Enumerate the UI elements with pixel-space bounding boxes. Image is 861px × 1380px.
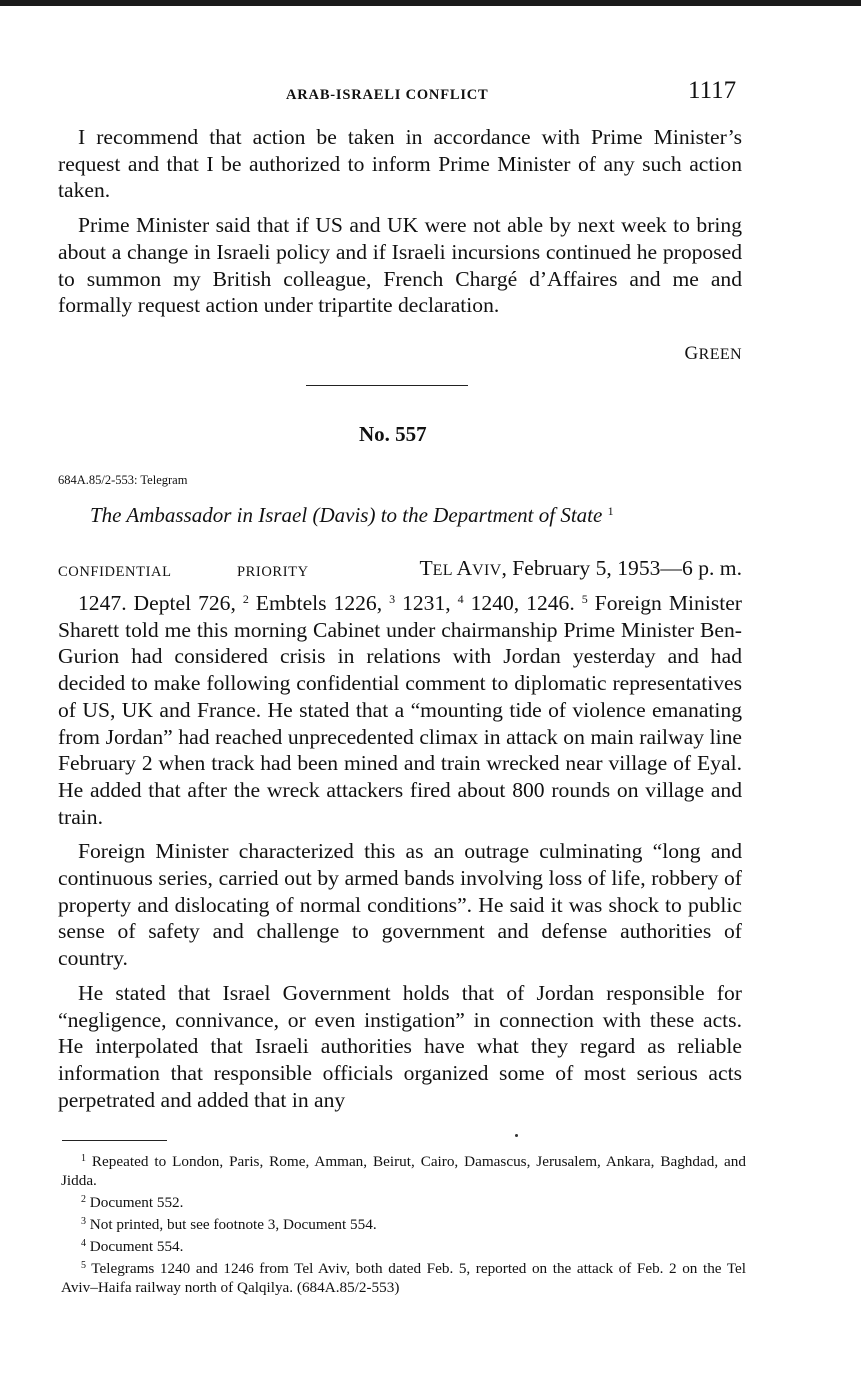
body-text: 1231,: [395, 591, 451, 615]
page-top-border: [0, 0, 861, 6]
footnote: [61, 1212, 746, 1234]
footnote: [61, 1149, 746, 1190]
body-text: Embtels 1226,: [248, 591, 383, 615]
footnote-number: 3: [81, 1216, 86, 1227]
footnote-number: 4: [81, 1238, 86, 1249]
place-cap-a: A: [456, 556, 473, 580]
footnotes: [61, 1149, 746, 1297]
footnote-ref-3[interactable]: 3: [389, 592, 396, 606]
footnote-text: Not printed, but see footnote 3, Document 554.: [86, 1216, 377, 1233]
classification-label: CONFIDENTIAL: [58, 564, 172, 580]
body-paragraph: Foreign Minister characterized this as an outrage culminating “long and continuous series, carried out by armed bands involving loss of life, robbery of property and dislocating of normal conditions”. He said it was shock to public sense of safety and challenge to government and defense authorities of country.: [58, 839, 742, 971]
priority-label: PRIORITY: [237, 564, 309, 580]
footnote-ref-4[interactable]: 4: [457, 592, 464, 606]
footnote-divider: [62, 1140, 167, 1141]
footnote-text: Document 552.: [86, 1194, 184, 1211]
running-head: ARAB-ISRAELI CONFLICT: [286, 87, 489, 103]
section-divider: [306, 385, 468, 386]
place-small-2: VIV: [472, 562, 502, 579]
intro-text: [58, 124, 742, 319]
footnote-text: Telegrams 1240 and 1246 from Tel Aviv, both dated Feb. 5, reported on the attack of Feb. 2 on the Tel Aviv–Haifa railway north of Qalqilya. (684A.85/2-553): [61, 1260, 746, 1296]
footnote-ref-1[interactable]: 1: [607, 504, 614, 518]
place-date: [419, 556, 742, 581]
footnote-number: 5: [81, 1260, 86, 1271]
intro-paragraph: Prime Minister said that if US and UK were not able by next week to bring about a change in Israeli policy and if Israeli incursions continued he proposed to summon my British colleague, French Chargé d’Affaires and me and formally request action under tripartite declaration.: [58, 213, 742, 318]
footnote-number: 2: [81, 1194, 86, 1205]
signature-rest: REEN: [698, 346, 742, 363]
file-reference: 684A.85/2-553: Telegram: [58, 473, 188, 487]
body-text: 1247. Deptel 726,: [78, 591, 236, 615]
body-paragraph: He stated that Israel Government holds that of Jordan responsible for “negligence, connivance, or even instigation” in connection with these acts. He interpolated that Israeli authorities have what they regard as reliable information that responsible officials organized some of most serious acts perpetrated and added that in any: [58, 980, 742, 1112]
footnote: [61, 1234, 746, 1256]
document-title-text: The Ambassador in Israel (Davis) to the Department of State: [90, 503, 603, 527]
intro-paragraph: I recommend that action be taken in accordance with Prime Minister’s request and that I be authorized to inform Prime Minister of any such action taken.: [58, 125, 742, 203]
footnote-text: Document 554.: [86, 1238, 184, 1255]
place-cap-t: T: [419, 556, 433, 580]
footnote: [61, 1190, 746, 1212]
print-speck: [515, 1134, 518, 1137]
signature-initial: G: [684, 343, 699, 364]
document-title: [90, 503, 614, 528]
body-text: Foreign Minister Sharett told me this morning Cabinet under chairmanship Prime Minister Ben-Gurion had considered crisis in relations with Jordan yesterday and had decided to make following confidential comment to diplomatic representatives of US, UK and France. He stated that a “mounting tide of violence emanating from Jordan” had reached unprecedented climax in attack on main railway line February 2 when track had been mined and train wrecked near village of Eyal. He added that after the wreck attackers fired about 800 rounds on village and train.: [58, 591, 742, 829]
footnote-ref-5[interactable]: 5: [581, 592, 588, 606]
footnote: [61, 1256, 746, 1297]
telegram-body: [58, 586, 742, 1113]
body-text: 1240, 1246.: [463, 591, 575, 615]
body-paragraph: [58, 586, 742, 830]
telegram-header: [58, 556, 742, 584]
footnote-text: Repeated to London, Paris, Rome, Amman, Beirut, Cairo, Damascus, Jerusalem, Ankara, Baghdad, and Jidda.: [61, 1153, 746, 1189]
place-small-1: EL: [432, 562, 457, 579]
document-number: No. 557: [359, 422, 427, 446]
signature: [685, 343, 743, 365]
footnote-ref-2[interactable]: 2: [242, 592, 249, 606]
page-number: 1117: [688, 77, 737, 104]
footnote-number: 1: [81, 1153, 86, 1164]
date-text: , February 5, 1953—6 p. m.: [501, 556, 742, 580]
